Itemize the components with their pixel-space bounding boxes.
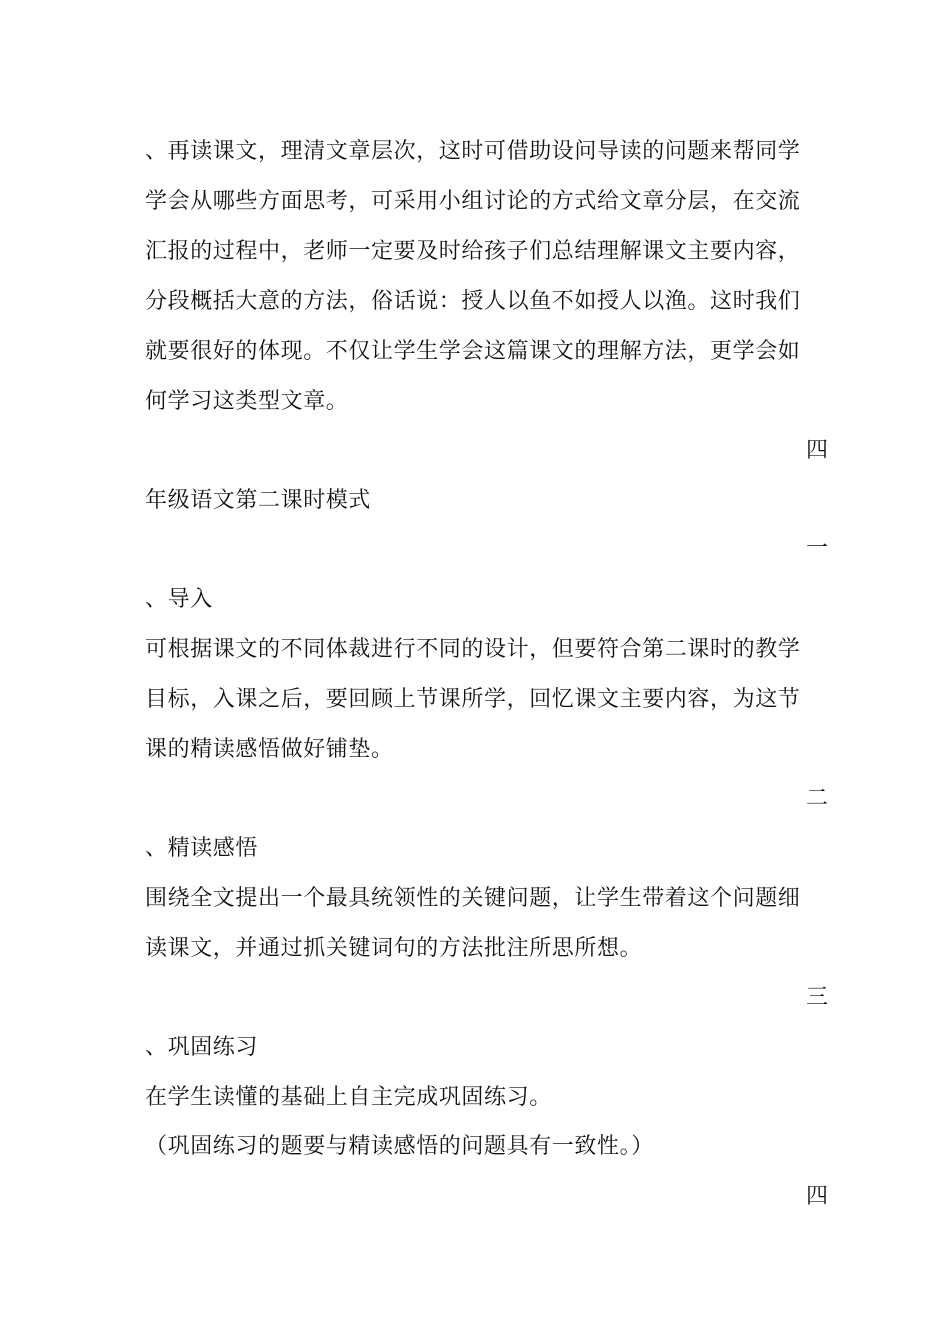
paragraph-1-line-6: 何学习这类型文章。: [145, 389, 349, 414]
section-1-line-2: 目标，入课之后，要回顾上节课所学，回忆课文主要内容，为这节: [145, 687, 801, 712]
section-2-number: 二: [806, 786, 829, 811]
section-3-line-1: 在学生读懂的基础上自主完成巩固练习。: [145, 1085, 552, 1110]
section-3-number: 三: [806, 985, 829, 1010]
mode-title: 年级语文第二课时模式: [145, 488, 372, 513]
section-4-number: 四: [806, 1184, 829, 1209]
section-1-heading: 、导入: [145, 587, 213, 612]
paragraph-1-line-5: 就要很好的体现。不仅让学生学会这篇课文的理解方法，更学会如: [145, 339, 801, 364]
section-2-line-2: 读课文，并通过抓关键词句的方法批注所思所想。: [145, 936, 643, 961]
section-3-heading: 、巩固练习: [145, 1035, 259, 1060]
paragraph-1-line-1: 、再读课文，理清文章层次，这时可借助设问导读的问题来帮同学: [145, 139, 801, 164]
section-2-heading: 、精读感悟: [145, 836, 259, 861]
section-1-number: 一: [806, 536, 829, 561]
section-1-line-1: 可根据课文的不同体裁进行不同的设计，但要符合第二课时的教学: [145, 637, 801, 662]
section-3-line-2: （巩固练习的题要与精读感悟的问题具有一致性。）: [145, 1134, 654, 1159]
section-2-line-1: 围绕全文提出一个最具统领性的关键问题，让学生带着这个问题细: [145, 886, 801, 911]
grade-number: 四: [806, 438, 829, 463]
section-1-line-3: 课的精读感悟做好铺垫。: [145, 737, 394, 762]
paragraph-1-line-4: 分段概括大意的方法，俗话说：授人以鱼不如授人以渔。这时我们: [145, 289, 801, 314]
paragraph-1-line-2: 学会从哪些方面思考，可采用小组讨论的方式给文章分层，在交流: [145, 189, 801, 214]
paragraph-1-line-3: 汇报的过程中，老师一定要及时给孩子们总结理解课文主要内容，: [145, 239, 801, 264]
